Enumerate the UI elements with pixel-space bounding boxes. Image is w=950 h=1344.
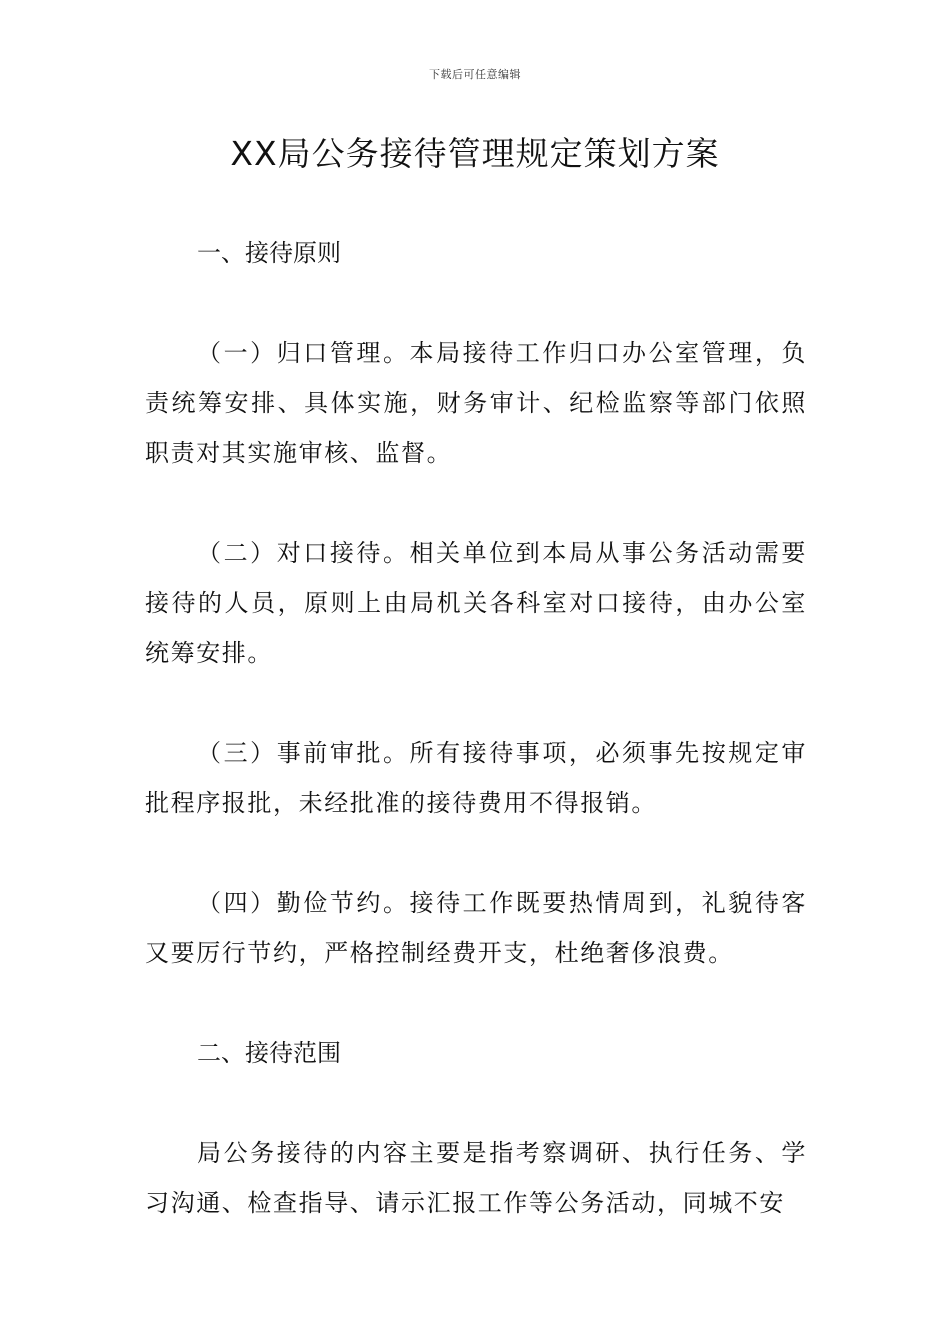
spacer — [145, 678, 807, 728]
section-heading-2: 二、接待范围 — [197, 1039, 341, 1067]
paragraph-2: （二）对口接待。相关单位到本局从事公务活动需要接待的人员，原则上由局机关各科室对口接待，由办公室统筹安排。 — [145, 539, 807, 667]
spacer — [145, 478, 807, 528]
spacer — [145, 978, 807, 1028]
document-body — [145, 228, 807, 1228]
paragraph-4: （四）勤俭节约。接待工作既要热情周到，礼貌待客又要厉行节约，严格控制经费开支，杜绝奢侈浪费。 — [145, 889, 807, 967]
header-note: 下载后可任意编辑 — [429, 68, 521, 81]
spacer — [145, 828, 807, 878]
spacer — [145, 278, 807, 328]
paragraph-3: （三）事前审批。所有接待事项，必须事先按规定审批程序报批，未经批准的接待费用不得报销。 — [145, 739, 807, 817]
document-title: XX局公务接待管理规定策划方案 — [230, 134, 720, 173]
section-heading-1: 一、接待原则 — [197, 239, 341, 267]
paragraph-5: 局公务接待的内容主要是指考察调研、执行任务、学习沟通、检查指导、请示汇报工作等公务活动，同城不安 — [145, 1139, 807, 1217]
paragraph-1: （一）归口管理。本局接待工作归口办公室管理，负责统筹安排、具体实施，财务审计、纪检监察等部门依照职责对其实施审核、监督。 — [145, 339, 807, 467]
spacer — [145, 1078, 807, 1128]
